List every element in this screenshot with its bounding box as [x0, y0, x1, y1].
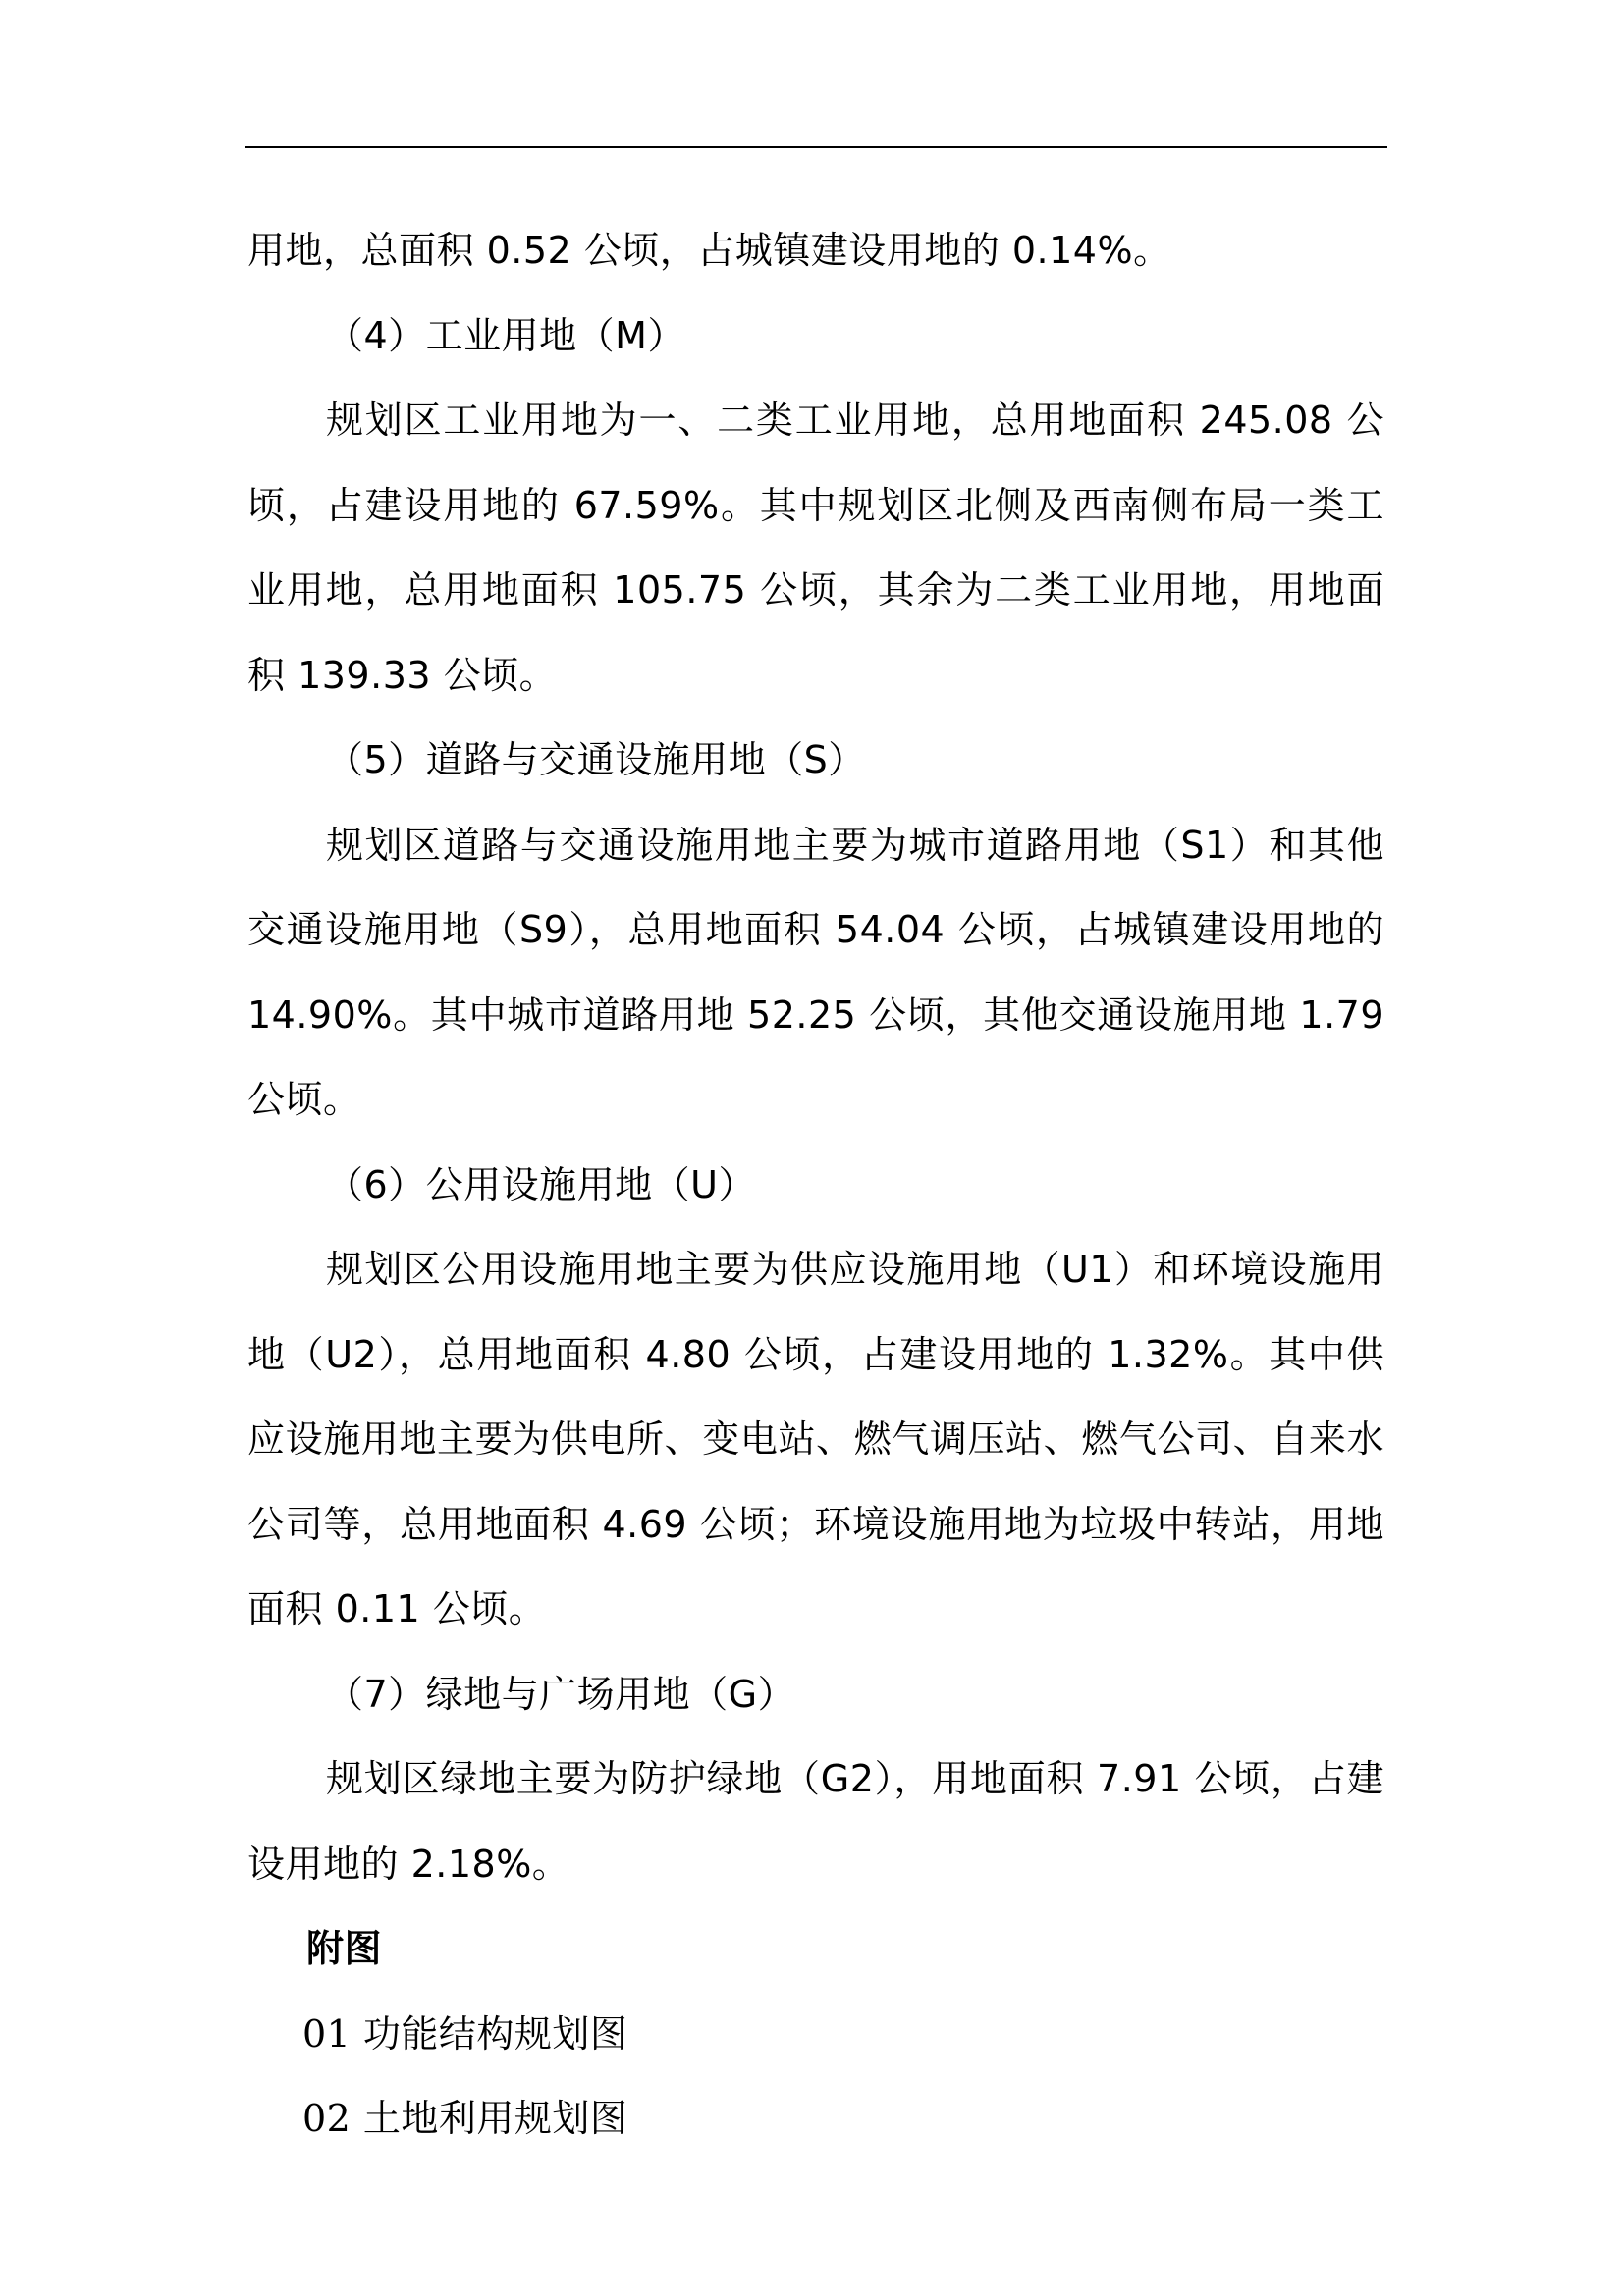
section-heading-green-space: （7）绿地与广场用地（G）: [326, 1672, 796, 1716]
appendix-title: 附图: [306, 1927, 383, 1970]
appendix-item: 01 功能结构规划图: [302, 2011, 628, 2056]
header-rule: [245, 146, 1387, 148]
paragraph-green-space: 规划区绿地主要为防护绿地（G2），用地面积 7.91 公顷，占建设用地的 2.18%。: [247, 1757, 1384, 1886]
document-body: [247, 208, 1384, 2162]
appendix-item: 02 土地利用规划图: [302, 2097, 628, 2140]
section-heading-industrial: （4）工业用地（M）: [326, 313, 685, 357]
section-heading-utilities: （6）公用设施用地（U）: [326, 1162, 756, 1206]
section-heading-roads: （5）道路与交通设施用地（S）: [326, 738, 866, 781]
paragraph-industrial: 规划区工业用地为一、二类工业用地，总用地面积 245.08 公顷，占建设用地的 67.59%。其中规划区北侧及西南侧布局一类工业用地，总用地面积 105.75 公顷，其余为二类工业用地，用地面积 139.33 公顷。: [247, 399, 1384, 697]
paragraph-roads: 规划区道路与交通设施用地主要为城市道路用地（S1）和其他交通设施用地（S9），总用地面积 54.04 公顷，占城镇建设用地的 14.90%。其中城市道路用地 52.25 公顷，其他交通设施用地 1.79 公顷。: [247, 823, 1384, 1121]
paragraph-continuation: 用地，总面积 0.52 公顷，占城镇建设用地的 0.14%。: [247, 229, 1171, 272]
paragraph-utilities: 规划区公用设施用地主要为供应设施用地（U1）和环境设施用地（U2），总用地面积 4.80 公顷，占建设用地的 1.32%。其中供应设施用地主要为供电所、变电站、燃气调压站、燃气公司、自来水公司等，总用地面积 4.69 公顷；环境设施用地为垃圾中转站，用地面积 0.11 公顷。: [247, 1248, 1384, 1630]
